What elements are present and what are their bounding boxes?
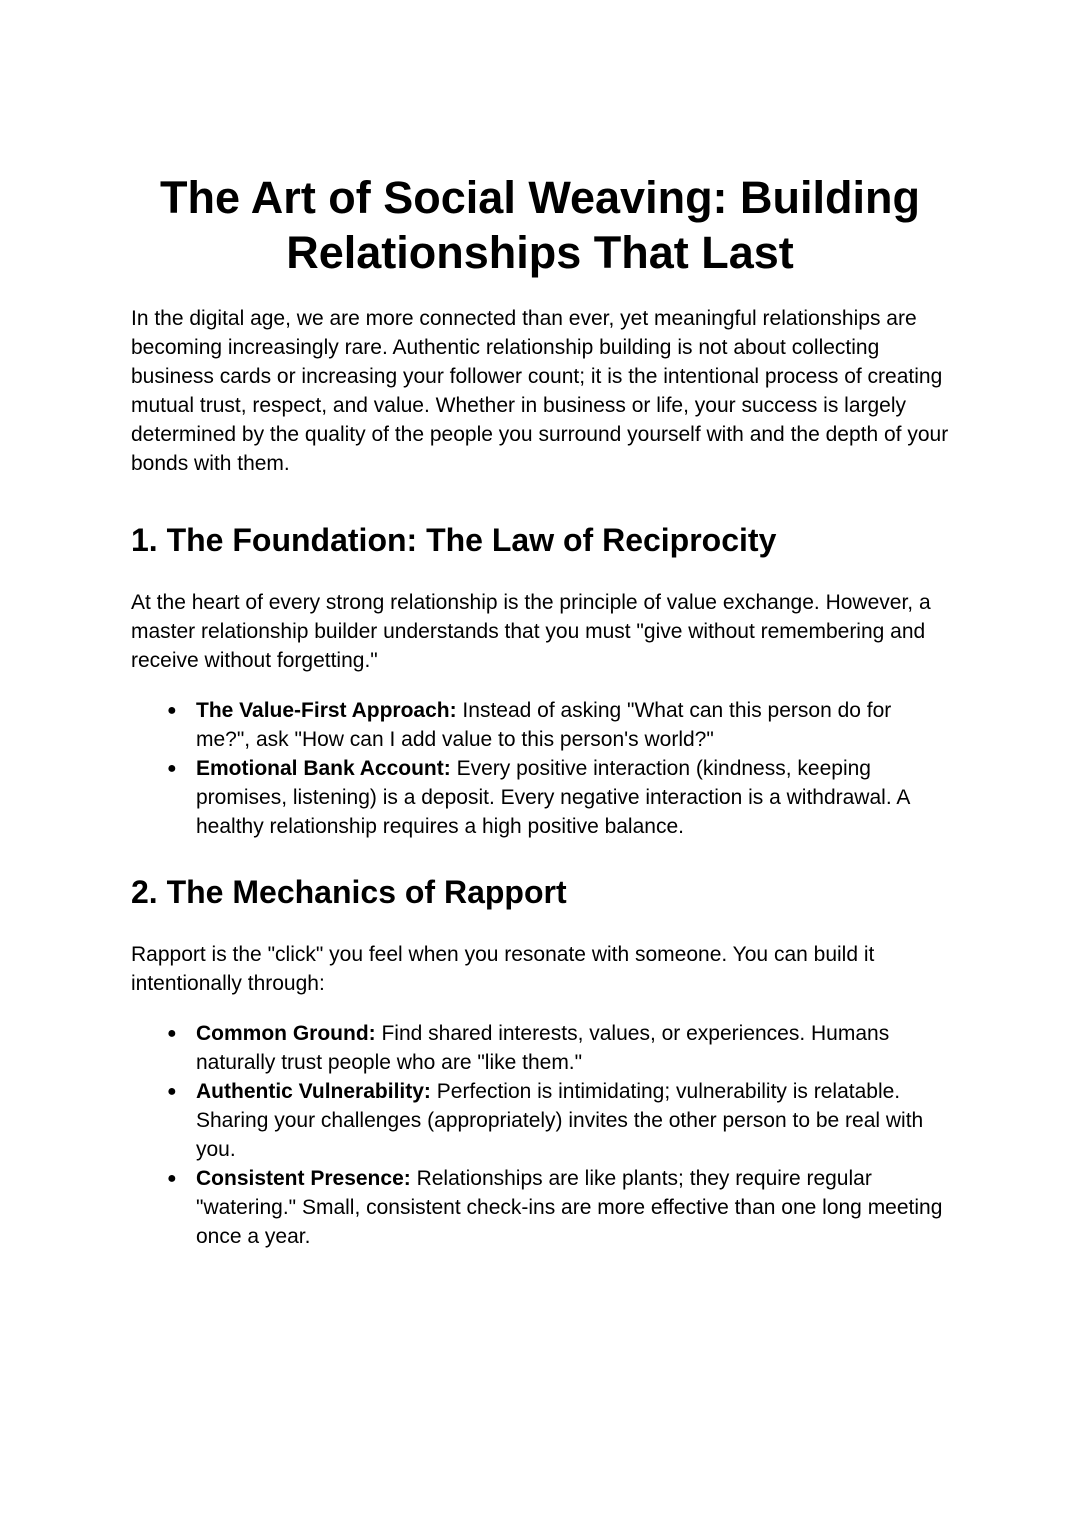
bullet-icon: ● xyxy=(167,1083,177,1100)
list-item-text: Every positive interaction (kindness, keeping promises, listening) is a deposit. Every negative interaction is a withdrawal. A healthy relationship requires a high positive balance. xyxy=(196,757,910,838)
list-item xyxy=(131,1077,949,1164)
list-item xyxy=(131,1019,949,1077)
section-heading-reciprocity: 1. The Foundation: The Law of Reciprocity xyxy=(131,522,777,558)
bullet-icon: ● xyxy=(167,1170,177,1187)
list-item-term: Common Ground: xyxy=(196,1022,376,1045)
bullet-icon: ● xyxy=(167,702,177,719)
list-item-term: Authentic Vulnerability: xyxy=(196,1080,431,1103)
section-heading-rapport: 2. The Mechanics of Rapport xyxy=(131,874,567,910)
list-item-term: Emotional Bank Account: xyxy=(196,757,451,780)
document-title-line-1: The Art of Social Weaving: Building xyxy=(159,172,921,223)
intro-paragraph: In the digital age, we are more connected than ever, yet meaningful relationships are becoming increasingly rare. Authentic relationship building is not about collecting business cards or increasing your follower count; it is the intentional process of creating mutual trust, respect, and value. Whether in business or life, your success is largely determined by the quality of the people you surround yourself with and the depth of your bonds with them. xyxy=(131,307,949,475)
list-item-text: Find shared interests, values, or experiences. Humans naturally trust people who are "like them." xyxy=(196,1022,890,1074)
list-item-text: Relationships are like plants; they require regular "watering." Small, consistent check-ins are more effective than one long meeting once a year. xyxy=(196,1167,943,1248)
list-item xyxy=(131,754,949,841)
list-item xyxy=(131,696,949,754)
document-body xyxy=(131,170,949,1251)
list-item-term: The Value-First Approach: xyxy=(196,699,457,722)
bullet-list-rapport xyxy=(131,1019,949,1251)
bullet-icon: ● xyxy=(167,1025,177,1042)
section-paragraph-rapport: Rapport is the "click" you feel when you resonate with someone. You can build it intentionally through: xyxy=(131,943,875,995)
list-item-text: Instead of asking "What can this person do for me?", ask "How can I add value to this person's world?" xyxy=(196,699,892,751)
list-item-term: Consistent Presence: xyxy=(196,1167,411,1190)
list-item-text: Perfection is intimidating; vulnerability is relatable. Sharing your challenges (appropriately) invites the other person to be real with you. xyxy=(196,1080,924,1161)
document-title-line-2: Relationships That Last xyxy=(286,227,794,278)
list-item xyxy=(131,1164,949,1251)
document-title xyxy=(131,170,949,280)
bullet-list-reciprocity xyxy=(131,696,949,841)
bullet-icon: ● xyxy=(167,760,177,777)
section-paragraph-reciprocity: At the heart of every strong relationship is the principle of value exchange. However, a master relationship builder understands that you must "give without remembering and receive without forgetting." xyxy=(131,591,931,672)
